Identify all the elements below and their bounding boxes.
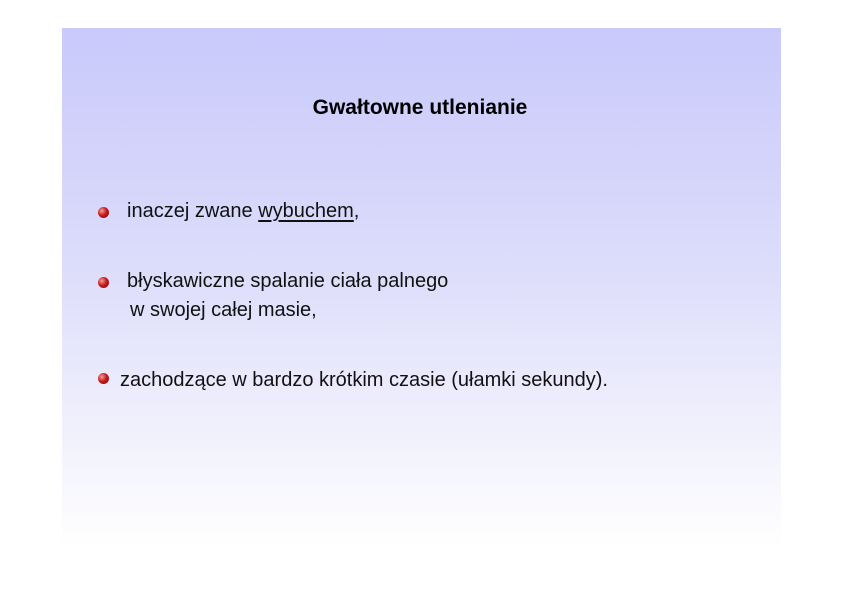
slide-title (0, 96, 842, 120)
red-sphere-bullet-icon (98, 207, 109, 218)
bullet-3-text: zachodzące w bardzo krótkim czasie (ułamki sekundy). (120, 369, 608, 391)
bullet-2-line-1: błyskawiczne spalanie ciała palnego (127, 270, 449, 292)
bullet-item-1 (127, 197, 359, 226)
bullet-item-2 (127, 267, 448, 325)
bullet-1-emphasis: wybuchem (258, 200, 354, 222)
red-sphere-bullet-icon (98, 373, 109, 384)
bullet-item-3 (120, 366, 608, 395)
bullet-2-line-2: w swojej całej masie, (130, 299, 317, 321)
bullet-1-text-after: , (353, 200, 360, 222)
red-sphere-bullet-icon (98, 277, 109, 288)
bullet-1-text-before: inaczej zwane (127, 200, 259, 222)
slide-title-text: Gwałtowne utlenianie (312, 96, 528, 119)
